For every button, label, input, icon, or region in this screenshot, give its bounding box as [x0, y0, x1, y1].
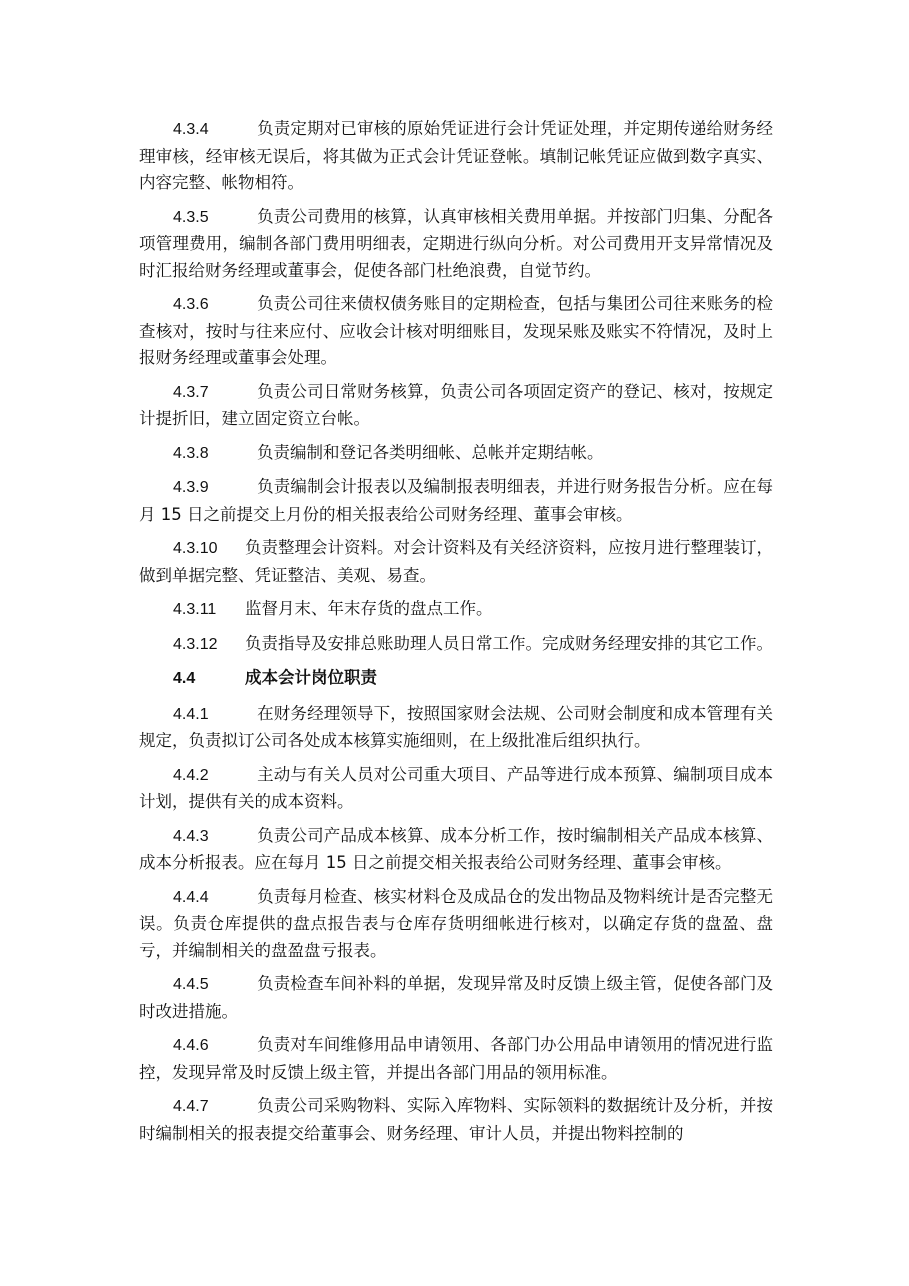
clause-text: 负责编制和登记各类明细帐、总帐并定期结帐。	[257, 442, 604, 462]
clause-4-3-9	[139, 474, 773, 528]
clause-number: 4.3.8	[173, 444, 209, 462]
clause-text: 负责公司产品成本核算、成本分析工作，按时编制相关产品成本核算、成本分析报表。应在每月 15 日之前提交相关报表给公司财务经理、董事会审核。	[139, 825, 773, 872]
clause-4-4-3	[139, 823, 773, 877]
clause-4-3-6	[139, 291, 773, 372]
clause-text: 负责检查车间补料的单据，发现异常及时反馈上级主管，促使各部门及时改进措施。	[139, 974, 773, 1021]
clause-text: 负责对车间维修用品申请领用、各部门办公用品申请领用的情况进行监控，发现异常及时反馈上级主管，并提出各部门用品的领用标准。	[139, 1035, 773, 1082]
clause-number: 4.4.1	[173, 705, 209, 723]
clause-text: 负责定期对已审核的原始凭证进行会计凭证处理，并定期传递给财务经理审核，经审核无误后，将其做为正式会计凭证登帐。填制记帐凭证应做到数字真实、内容完整、帐物相符。	[139, 119, 773, 192]
clause-number: 4.4.7	[173, 1098, 209, 1115]
clause-4-3-7	[139, 379, 773, 433]
clause-number: 4.4.4	[173, 888, 209, 906]
clause-text: 负责编制会计报表以及编制报表明细表，并进行财务报告分析。应在每月 15 日之前提交上月份的相关报表给公司财务经理、董事会审核。	[139, 477, 773, 524]
clause-text: 负责整理会计资料。对会计资料及有关经济资料，应按月进行整理装订，做到单据完整、凭证整洁、美观、易查。	[139, 538, 773, 585]
clause-number: 4.4.6	[173, 1037, 209, 1054]
clause-4-4-2	[139, 762, 773, 816]
clause-text: 负责公司费用的核算，认真审核相关费用单据。并按部门归集、分配各项管理费用，编制各部门费用明细表，定期进行纵向分析。对公司费用开支异常情况及时汇报给财务经理或董事会，促使各部门杜绝浪费，自觉节约。	[139, 206, 773, 280]
section-number: 4.4	[173, 670, 196, 687]
clause-number: 4.3.5	[173, 208, 209, 226]
clause-4-3-11	[139, 596, 773, 624]
clause-4-3-5	[139, 204, 773, 285]
clause-text: 在财务经理领导下，按照国家财会法规、公司财会制度和成本管理有关规定，负责拟订公司各处成本核算实施细则，在上级批准后组织执行。	[139, 703, 773, 750]
clause-number: 4.3.9	[173, 479, 209, 496]
clause-number: 4.3.10	[173, 540, 218, 557]
clause-number: 4.4.2	[173, 766, 209, 784]
document-body	[139, 116, 773, 1154]
clause-4-3-12	[139, 631, 773, 659]
clause-number: 4.4.3	[173, 827, 209, 845]
clause-text: 负责公司往来债权债务账目的定期检查，包括与集团公司往来账务的检查核对，按时与往来应付、应收会计核对明细账目，发现呆账及账实不符情况，及时上报财务经理或董事会处理。	[139, 294, 773, 367]
clause-number: 4.3.7	[173, 383, 209, 401]
clause-4-4-6	[139, 1032, 773, 1086]
clause-4-4-4	[139, 884, 773, 965]
clause-4-4-7	[139, 1093, 773, 1147]
clause-4-4-1	[139, 701, 773, 755]
clause-number: 4.4.5	[173, 976, 209, 993]
section-heading-4-4	[139, 665, 773, 693]
clause-text: 负责指导及安排总账助理人员日常工作。完成财务经理安排的其它工作。	[245, 633, 773, 653]
clause-4-3-4	[139, 116, 773, 197]
clause-text: 负责公司日常财务核算，负责公司各项固定资产的登记、核对，按规定计提折旧，建立固定资立台帐。	[139, 381, 773, 428]
clause-number: 4.3.6	[173, 296, 209, 313]
clause-text: 负责每月检查、核实材料仓及成品仓的发出物品及物料统计是否完整无误。负责仓库提供的盘点报告表与仓库存货明细帐进行核对，以确定存货的盘盈、盘亏，并编制相关的盘盈盘亏报表。	[139, 886, 773, 960]
clause-text: 负责公司采购物料、实际入库物料、实际领料的数据统计及分析，并按时编制相关的报表提交给董事会、财务经理、审计人员，并提出物料控制的	[139, 1096, 773, 1143]
clause-text: 主动与有关人员对公司重大项目、产品等进行成本预算、编制项目成本计划，提供有关的成本资料。	[139, 764, 773, 811]
clause-number: 4.3.12	[173, 635, 218, 653]
section-title: 成本会计岗位职责	[245, 668, 377, 687]
clause-text: 监督月末、年末存货的盘点工作。	[245, 599, 493, 618]
clause-number: 4.3.4	[173, 121, 209, 138]
clause-4-4-5	[139, 971, 773, 1025]
clause-4-3-10	[139, 535, 773, 589]
clause-4-3-8	[139, 440, 773, 468]
clause-number: 4.3.11	[173, 601, 217, 618]
